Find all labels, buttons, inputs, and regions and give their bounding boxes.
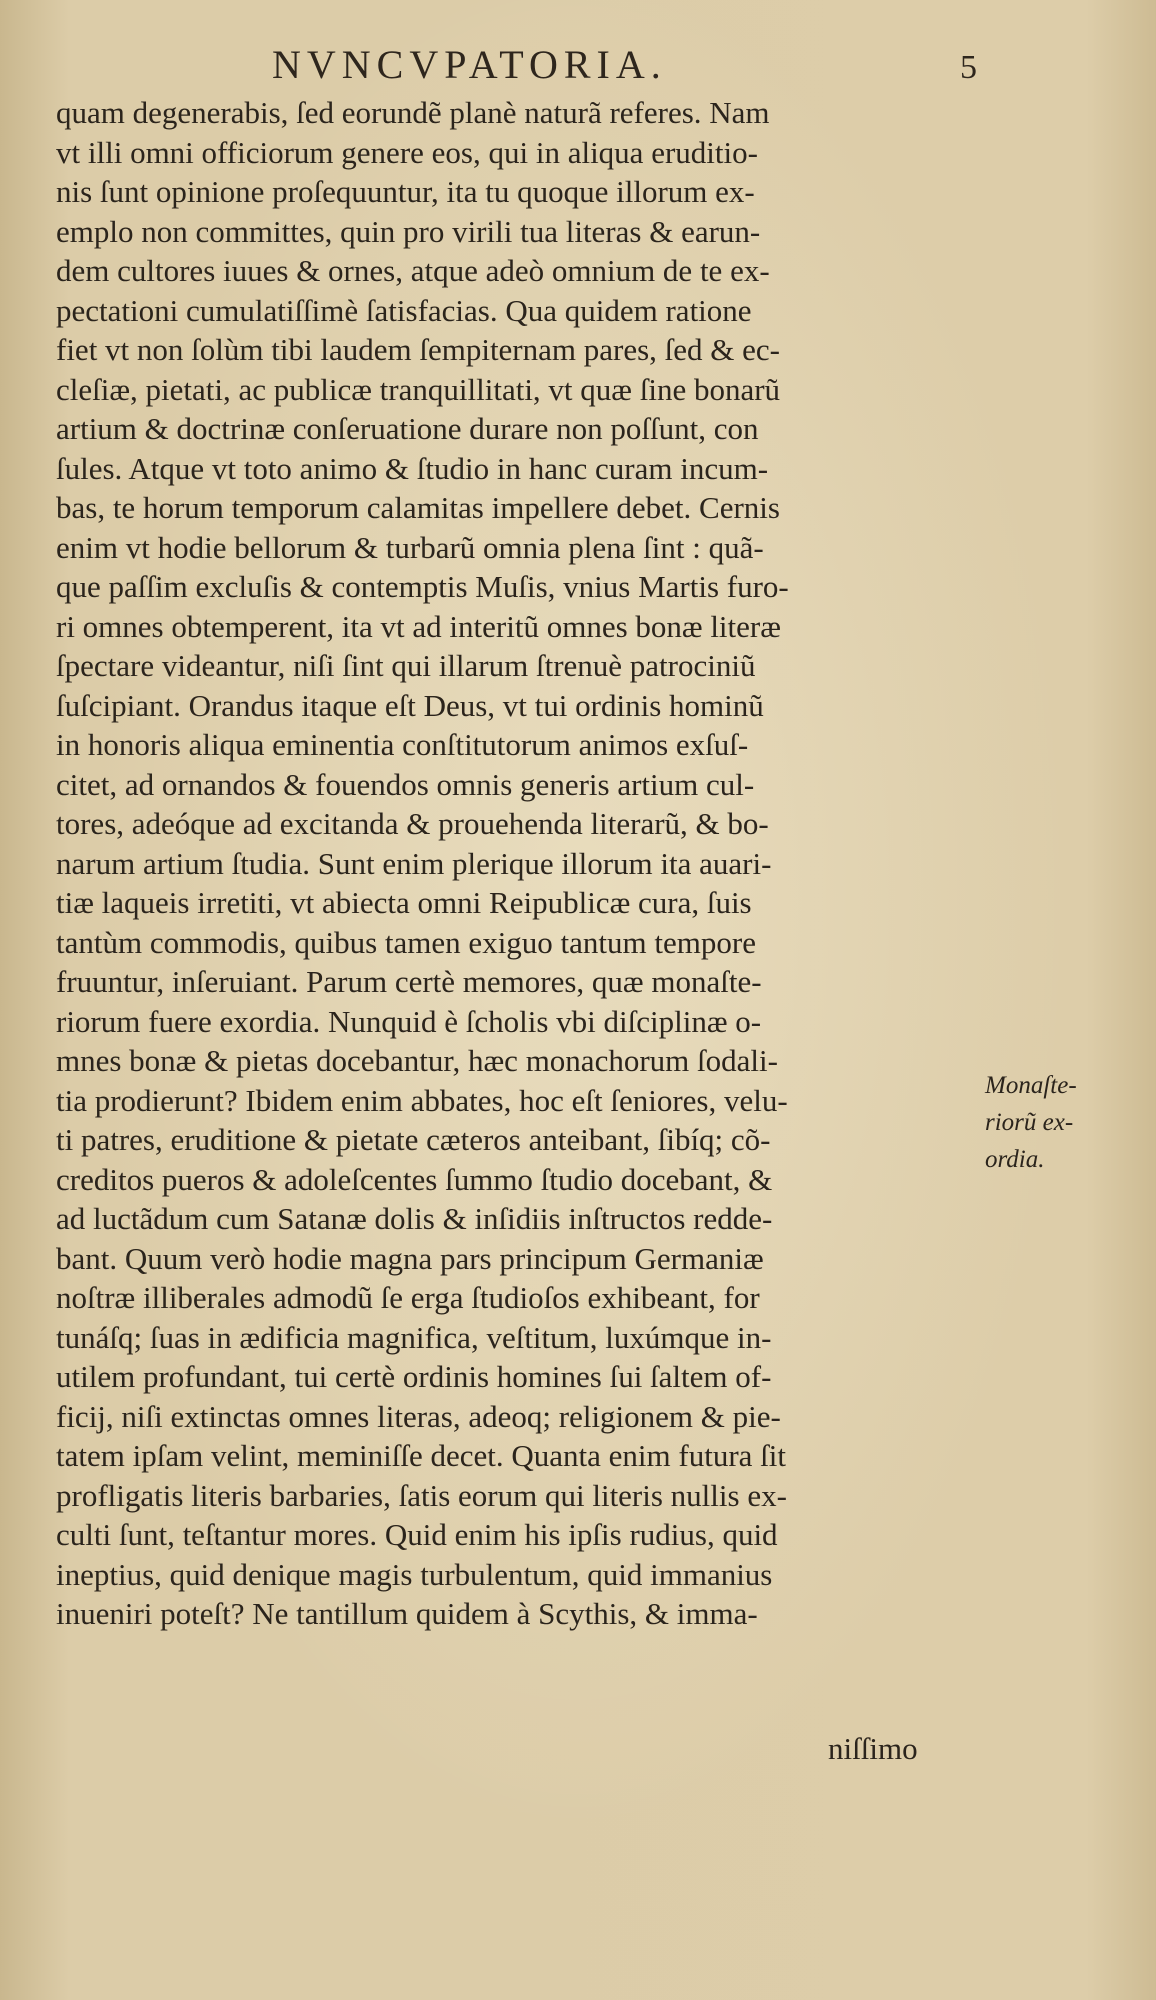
text-line: mnes bonæ & pietas docebantur, hæc monachorum ſodali-: [56, 1043, 778, 1078]
text-line: artium & doctrinæ conſeruatione durare non poſſunt, con: [56, 411, 759, 446]
text-line: noſtræ illiberales admodũ ſe erga ſtudioſos exhibeant, for: [56, 1280, 760, 1315]
text-line: ad luctãdum cum Satanæ dolis & inſidiis inſtructos redde-: [56, 1201, 773, 1236]
margin-note: [985, 1067, 1145, 1178]
text-line: emplo non committes, quin pro virili tua literas & earun-: [56, 213, 761, 249]
text-line: utilem profundant, tui certè ordinis homines ſui ſaltem of-: [56, 1359, 772, 1394]
text-line: fruuntur, inſeruiant. Parum certè memores, quæ monaſte-: [56, 964, 762, 999]
text-line: bas, te horum temporum calamitas impellere debet. Cernis: [56, 490, 780, 525]
margin-note-line: ordia.: [985, 1146, 1045, 1173]
text-line: enim vt hodie bellorum & turbarũ omnia plena ſint : quã-: [56, 529, 764, 565]
text-line: creditos pueros & adoleſcentes ſummo ſtudio docebant, &: [56, 1161, 773, 1197]
text-line: quam degenerabis, ſed eorundẽ planè naturã referes. Nam: [56, 95, 770, 130]
text-line: nis ſunt opinione proſequuntur, ita tu quoque illorum ex-: [56, 174, 755, 209]
text-line: citet, ad ornandos & fouendos omnis generis artium cul-: [56, 766, 755, 802]
text-line: ti patres, eruditione & pietate cæteros anteibant, ſibíq; cõ-: [56, 1122, 771, 1157]
main-text-block: [56, 93, 976, 1634]
text-line: profligatis literis barbaries, ſatis eorum qui literis nullis ex-: [56, 1477, 787, 1513]
text-line: riorum fuere exordia. Nunquid è ſcholis vbi diſciplinæ o-: [56, 1003, 762, 1039]
text-line: inueniri poteſt? Ne tantillum quidem à Scythis, & imma-: [56, 1596, 758, 1631]
text-line: dem cultores iuues & ornes, atque adeò omnium de te ex-: [56, 253, 770, 288]
text-line: fiet vt non ſolùm tibi laudem ſempiternam pares, ſed & ec-: [56, 332, 780, 367]
text-line: tiæ laqueis irretiti, vt abiecta omni Reipublicæ cura, ſuis: [56, 885, 752, 920]
text-line: in honoris aliqua eminentia conſtitutorum animos exſuſ-: [56, 727, 749, 762]
margin-note-line: riorũ ex-: [985, 1109, 1074, 1136]
text-line: ſuſcipiant. Orandus itaque eſt Deus, vt tui ordinis hominũ: [56, 687, 764, 723]
text-line: vt illi omni officiorum genere eos, qui in aliqua eruditio-: [56, 134, 758, 170]
text-line: que paſſim excluſis & contemptis Muſis, vnius Martis furo-: [56, 569, 789, 604]
text-line: cleſiæ, pietati, ac publicæ tranquillitati, vt quæ ſine bonarũ: [56, 371, 781, 407]
text-line: tunáſq; ſuas in ædificia magnifica, veſtitum, luxúmque in-: [56, 1319, 772, 1355]
text-line: ineptius, quid denique magis turbulentum, quid immanius: [56, 1556, 773, 1592]
text-line: ſules. Atque vt toto animo & ſtudio in hanc curam incum-: [56, 450, 769, 486]
page-header: [272, 40, 977, 90]
catchword: niſſimo: [828, 1731, 918, 1766]
text-line: culti ſunt, teſtantur mores. Quid enim his ipſis rudius, quid: [56, 1517, 778, 1552]
text-line: tatem ipſam velint, meminiſſe decet. Quanta enim futura ſit: [56, 1438, 786, 1473]
text-line: bant. Quum verò hodie magna pars principum Germaniæ: [56, 1240, 764, 1276]
margin-note-line: Monaſte-: [985, 1072, 1077, 1099]
text-line: pectationi cumulatiſſimè ſatisfacias. Qua quidem ratione: [56, 292, 752, 328]
running-head: NVNCVPATORIA.: [272, 42, 667, 87]
text-line: ficij, niſi extinctas omnes literas, adeoq; religionem & pie-: [56, 1398, 781, 1434]
text-line: narum artium ſtudia. Sunt enim plerique illorum ita auari-: [56, 845, 772, 881]
text-line: ſpectare videantur, niſi ſint qui illarum ſtrenuè patrociniũ: [56, 648, 756, 683]
text-line: tia prodierunt? Ibidem enim abbates, hoc eſt ſeniores, velu-: [56, 1082, 788, 1118]
page-number: 5: [960, 49, 977, 86]
text-line: ri omnes obtemperent, ita vt ad interitũ omnes bonæ literæ: [56, 608, 781, 644]
text-line: tores, adeóque ad excitanda & prouehenda literarũ, & bo-: [56, 806, 769, 841]
text-line: tantùm commodis, quibus tamen exiguo tantum tempore: [56, 924, 756, 960]
